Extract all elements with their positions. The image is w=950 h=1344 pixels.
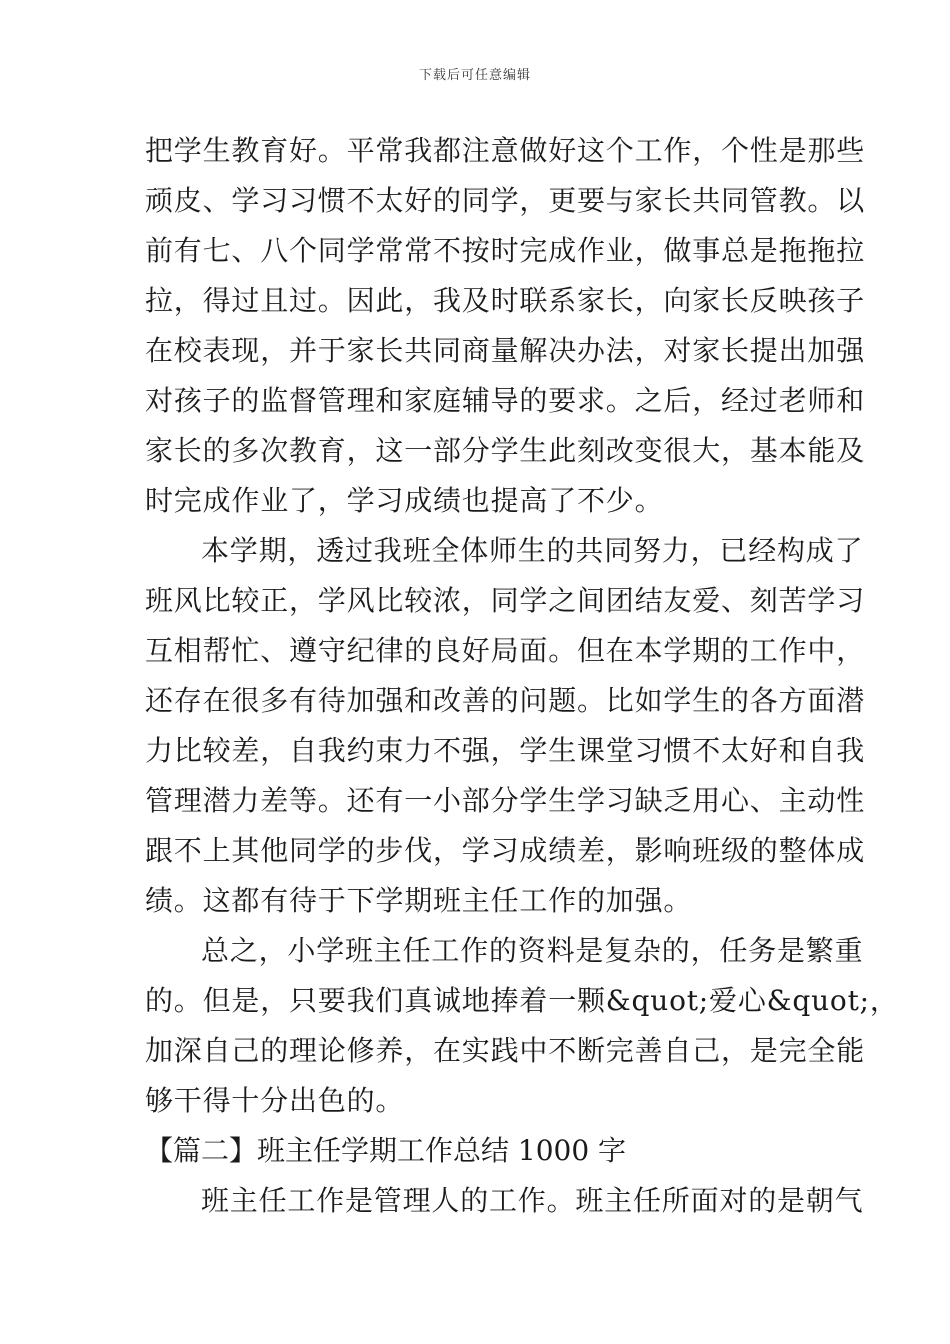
text-line: 够干得十分出色的。 bbox=[145, 1084, 405, 1117]
text-line: 互相帮忙、遵守纪律的良好局面。但在本学期的工作中， bbox=[145, 634, 866, 667]
text-line-indented: 总之，小学班主任工作的资料是复杂的，任务是繁重 bbox=[201, 934, 864, 967]
text-line: 对孩子的监督管理和家庭辅导的要求。之后，经过老师和 bbox=[145, 384, 866, 417]
text-line: 绩。这都有待于下学期班主任工作的加强。 bbox=[145, 884, 693, 917]
text-line: 的。但是，只要我们真诚地捧着一颗&quot;爱心&quot;， bbox=[145, 984, 899, 1017]
text-line: 跟不上其他同学的步伐，学习成绩差，影响班级的整体成 bbox=[145, 834, 866, 867]
text-line-indented: 班主任工作是管理人的工作。班主任所面对的是朝气 bbox=[201, 1184, 864, 1217]
text-line: 顽皮、学习习惯不太好的同学，更要与家长共同管教。以 bbox=[145, 184, 866, 217]
text-line: 加深自己的理论修养，在实践中不断完善自己，是完全能 bbox=[145, 1034, 866, 1067]
text-line: 力比较差，自我约束力不强，学生课堂习惯不太好和自我 bbox=[145, 734, 866, 767]
text-line: 管理潜力差等。还有一小部分学生学习缺乏用心、主动性 bbox=[145, 784, 866, 817]
section-heading: 【篇二】班主任学期工作总结 1000 字 bbox=[145, 1134, 627, 1167]
text-line: 班风比较正，学风比较浓，同学之间团结友爱、刻苦学习 bbox=[145, 584, 866, 617]
paragraph-3 bbox=[145, 926, 899, 1126]
text-line: 前有七、八个同学常常不按时完成作业，做事总是拖拖拉 bbox=[145, 234, 866, 267]
paragraph-2 bbox=[145, 526, 866, 926]
text-line: 时完成作业了，学习成绩也提高了不少。 bbox=[145, 484, 664, 517]
page-header: 下载后可任意编辑 bbox=[418, 68, 531, 83]
text-line: 家长的多次教育，这一部分学生此刻改变很大，基本能及 bbox=[145, 434, 866, 467]
document-body bbox=[145, 126, 899, 1226]
text-line: 把学生教育好。平常我都注意做好这个工作，个性是那些 bbox=[145, 134, 866, 167]
text-line: 还存在很多有待加强和改善的问题。比如学生的各方面潜 bbox=[145, 684, 866, 717]
text-line: 在校表现，并于家长共同商量解决办法，对家长提出加强 bbox=[145, 334, 866, 367]
paragraph-1 bbox=[145, 126, 866, 526]
text-line: 拉，得过且过。因此，我及时联系家长，向家长反映孩子 bbox=[145, 284, 866, 317]
text-line-indented: 本学期，透过我班全体师生的共同努力，已经构成了 bbox=[201, 534, 864, 567]
